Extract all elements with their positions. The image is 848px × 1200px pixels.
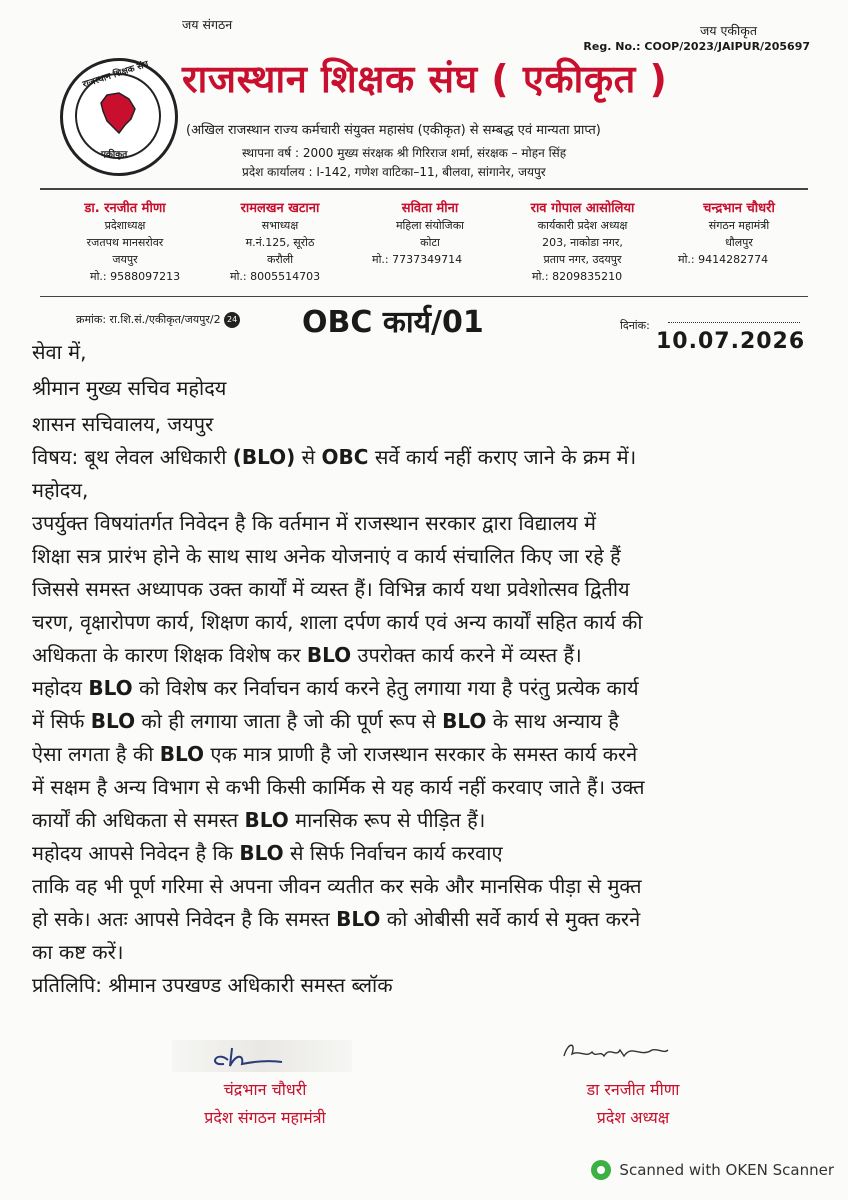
text-span: महोदय bbox=[32, 676, 89, 700]
paragraph-line: शिक्षा सत्र प्रारंभ होने के साथ साथ अनेक योजनाएं व कार्य संचालित किए जा रहे हैं bbox=[32, 544, 621, 568]
paragraph-line: का कष्ट करें। bbox=[32, 940, 124, 964]
paragraph-line bbox=[32, 639, 822, 672]
subject-line bbox=[32, 441, 822, 474]
reference-code: OBC कार्य/01 bbox=[302, 305, 484, 340]
header-divider bbox=[40, 188, 808, 190]
text-span: महोदय आपसे निवेदन है कि bbox=[32, 841, 240, 865]
signature-left-mark bbox=[172, 1040, 352, 1072]
date-label: दिनांक: bbox=[620, 319, 650, 332]
blo-bold: BLO bbox=[90, 709, 136, 733]
bearer-karyakari-adhyaksh bbox=[500, 200, 665, 285]
text-span: हो सके। अतः आपसे निवेदन है कि समस्त bbox=[32, 907, 337, 931]
letter-body bbox=[32, 336, 822, 1002]
bearer-line: म.नं.125, सूरोठ bbox=[245, 236, 315, 249]
text-span: ऐसा लगता है की bbox=[32, 742, 160, 766]
signatory-name: डा रनजीत मीणा bbox=[586, 1080, 680, 1099]
subject-text: सर्वे कार्य नहीं कराए जाने के क्रम में। bbox=[368, 445, 637, 469]
organisation-subtitle: (अखिल राजस्थान राज्य कर्मचारी संयुक्त महासंघ (एकीकृत) से सम्बद्ध एवं मान्यता प्राप्त) bbox=[186, 123, 601, 138]
paragraph-line bbox=[32, 837, 822, 870]
reference-number bbox=[76, 312, 240, 328]
bearer-line: प्रताप नगर, उदयपुर bbox=[543, 253, 622, 266]
signature-left-area bbox=[172, 1040, 352, 1072]
bearer-sabhadhyaksh bbox=[205, 200, 355, 285]
recipient-line-2: शासन सचिवालय, जयपुर bbox=[32, 412, 214, 436]
text-span: में सिर्फ bbox=[32, 709, 91, 733]
bearer-president bbox=[50, 200, 200, 285]
paragraph-line bbox=[32, 672, 822, 705]
bearer-line: महिला संयोजिका bbox=[395, 219, 465, 232]
text-span: एक मात्र प्राणी है जो राजस्थान सरकार के समस्त कार्य करने bbox=[204, 742, 638, 766]
blo-bold: BLO bbox=[306, 643, 352, 667]
bearer-phone: मो.: 7737349714 bbox=[372, 253, 463, 266]
text-span: अधिकता के कारण शिक्षक विशेष कर bbox=[32, 643, 307, 667]
bearer-name: डा. रनजीत मीणा bbox=[84, 201, 166, 216]
blo-bold: BLO bbox=[244, 808, 289, 832]
bearer-line: कोटा bbox=[420, 236, 440, 249]
bearer-phone: मो.: 9588097213 bbox=[90, 270, 181, 283]
signature-right bbox=[548, 1076, 718, 1132]
bearer-line: कार्यकारी प्रदेश अध्यक्ष bbox=[537, 219, 628, 232]
copy-to-line: प्रतिलिपि: श्रीमान उपखण्ड अधिकारी समस्त ब्लॉक bbox=[32, 973, 393, 997]
paragraph-line: जिससे समस्त अध्यापक उक्त कार्यों में व्यस्त हैं। विभिन्न कार्य यथा प्रवेशोत्सव द्वितीय bbox=[32, 577, 630, 601]
signature-left bbox=[170, 1076, 360, 1132]
paragraph-line bbox=[32, 738, 822, 771]
bearer-line: सभाध्यक्ष bbox=[261, 219, 299, 232]
text-span: को ही लगाया जाता है जो की पूर्ण रूप से bbox=[135, 709, 443, 733]
bearer-name: सविता मीना bbox=[401, 201, 459, 216]
founding-info: स्थापना वर्ष : 2000 मुख्य संरक्षक श्री गिरिराज शर्मा, संरक्षक – मोहन सिंह bbox=[242, 146, 567, 160]
text-span: कार्यों की अधिकता से समस्त bbox=[32, 808, 245, 832]
paragraph-line: में सक्षम है अन्य विभाग से कभी किसी कार्मिक से यह कार्य नहीं करवाए जाते हैं। उक्त bbox=[32, 775, 645, 799]
paragraph-line: ताकि वह भी पूर्ण गरिमा से अपना जीवन व्यतीत कर सके और मानसिक पीड़ा से मुक्त bbox=[32, 874, 642, 898]
bearer-name: रामलखन खटाना bbox=[240, 201, 320, 216]
text-span: मानसिक रूप से पीड़ित हैं। bbox=[288, 808, 486, 832]
bearer-name: चन्द्रभान चौधरी bbox=[703, 201, 775, 216]
reference-circle: 24 bbox=[224, 312, 240, 328]
signatory-title: प्रदेश अध्यक्ष bbox=[596, 1108, 670, 1127]
subject-bold: OBC bbox=[321, 445, 369, 469]
association-logo bbox=[60, 58, 178, 176]
scanner-logo-icon bbox=[591, 1160, 611, 1180]
text-span: उपरोक्त कार्य करने में व्यस्त हैं। bbox=[351, 643, 582, 667]
text-span: को ओबीसी सर्वे कार्य से मुक्त करने bbox=[380, 907, 641, 931]
paragraph-line: उपर्युक्त विषयांतर्गत निवेदन है कि वर्तमान में राजस्थान सरकार द्वारा विद्यालय में bbox=[32, 511, 596, 535]
signatory-name: चंद्रभान चौधरी bbox=[223, 1080, 307, 1099]
logo-top-text: राजस्थान शिक्षक संघ bbox=[81, 59, 150, 91]
scanner-watermark bbox=[591, 1160, 834, 1180]
bearer-phone: मो.: 8005514703 bbox=[230, 270, 321, 283]
bearer-line: 203, नाकोडा नगर, bbox=[542, 236, 623, 249]
signature-right-area bbox=[560, 1036, 670, 1066]
bearer-line: प्रदेशाध्यक्ष bbox=[104, 219, 146, 232]
salutation: सेवा में, bbox=[32, 340, 87, 364]
bearer-name: राव गोपाल आसोलिया bbox=[530, 201, 635, 216]
paragraph-line bbox=[32, 705, 822, 738]
paragraph-line bbox=[32, 804, 822, 837]
reference-prefix: क्रमांक: रा.शि.सं./एकीकृत/जयपुर/2 bbox=[76, 313, 221, 326]
text-span: को विशेष कर निर्वाचन कार्य करने हेतु लगाया गया है परंतु प्रत्येक कार्य bbox=[132, 676, 639, 700]
subject-text: से bbox=[295, 445, 322, 469]
text-span: से सिर्फ निर्वाचन कार्य करवाए bbox=[283, 841, 503, 865]
office-address: प्रदेश कार्यालय : I-142, गणेश वाटिका–11, बीलवा, सांगानेर, जयपुर bbox=[242, 165, 546, 179]
registration-number: Reg. No.: COOP/2023/JAIPUR/205697 bbox=[583, 40, 810, 53]
rajasthan-map-icon bbox=[99, 91, 139, 135]
bearer-phone: मो.: 8209835210 bbox=[532, 270, 623, 283]
bearer-sangathan-mahamantri bbox=[668, 200, 810, 268]
blo-bold: BLO bbox=[442, 709, 487, 733]
slogan-left: जय संगठन bbox=[182, 17, 233, 32]
logo-bottom-text: एकीकृत bbox=[101, 150, 128, 160]
letter-date: 10.07.2026 bbox=[656, 329, 806, 354]
paragraph-line bbox=[32, 903, 822, 936]
date-dotted-line bbox=[668, 322, 800, 323]
scanner-watermark-text: Scanned with OKEN Scanner bbox=[619, 1161, 834, 1179]
subject-text: विषय: बूथ लेवल अधिकारी bbox=[32, 445, 233, 469]
bearers-divider bbox=[40, 296, 808, 297]
bearer-line: जयपुर bbox=[112, 253, 138, 266]
blo-bold: BLO bbox=[336, 907, 381, 931]
paragraph-line: चरण, वृक्षारोपण कार्य, शिक्षण कार्य, शाला दर्पण कार्य एवं अन्य कार्यों सहित कार्य की bbox=[32, 610, 643, 634]
bearer-line: संगठन महामंत्री bbox=[708, 219, 770, 232]
text-span: के साथ अन्याय है bbox=[486, 709, 619, 733]
greeting: महोदय, bbox=[32, 478, 89, 502]
subject-bold: (BLO) bbox=[232, 445, 296, 469]
blo-bold: BLO bbox=[239, 841, 284, 865]
organisation-title: राजस्थान शिक्षक संघ ( एकीकृत ) bbox=[182, 57, 668, 101]
bearer-line: धौलपुर bbox=[725, 236, 753, 249]
bearer-line: रजतपथ मानसरोवर bbox=[86, 236, 164, 249]
slogan-right: जय एकीकृत bbox=[700, 23, 757, 38]
recipient-line-1: श्रीमान मुख्य सचिव महोदय bbox=[32, 376, 227, 400]
bearer-line: करौली bbox=[266, 253, 294, 266]
signatory-title: प्रदेश संगठन महामंत्री bbox=[204, 1108, 326, 1127]
bearer-phone: मो.: 9414282774 bbox=[678, 253, 769, 266]
blo-bold: BLO bbox=[159, 742, 205, 766]
bearer-mahila-sanyojika bbox=[360, 200, 500, 268]
signature-right-mark bbox=[560, 1036, 670, 1066]
blo-bold: BLO bbox=[88, 676, 133, 700]
